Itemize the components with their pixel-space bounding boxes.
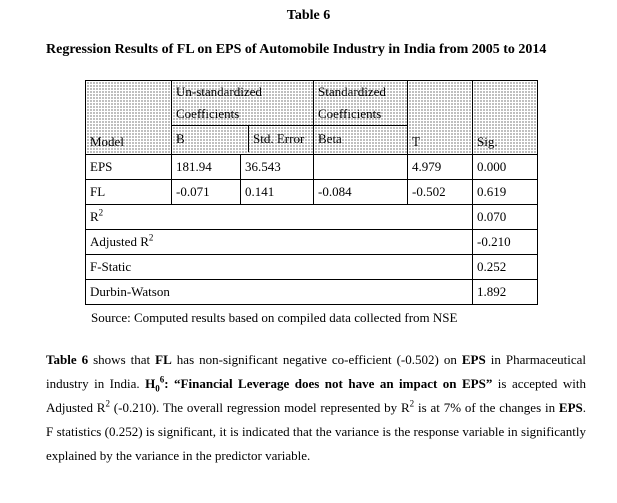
- header-b: B: [172, 126, 249, 152]
- summary-value: -0.210: [473, 230, 538, 255]
- header-unstd-line1: Un-standardized: [176, 84, 262, 99]
- header-t: T: [408, 81, 473, 155]
- table-source-note: Source: Computed results based on compiled data collected from NSE: [91, 310, 458, 325]
- header-standardized: [314, 81, 408, 155]
- cell-t: -0.502: [408, 180, 473, 205]
- cell-sig: 0.000: [473, 155, 538, 180]
- summary-value: 1.892: [473, 280, 538, 305]
- summary-row: [86, 230, 538, 255]
- summary-row: [86, 280, 538, 305]
- regression-table: [85, 80, 538, 305]
- header-std-line1: Standardized: [318, 84, 386, 99]
- cell-sig: 0.619: [473, 180, 538, 205]
- header-unstd-line2: Coefficients: [176, 106, 240, 121]
- header-beta: Beta: [314, 125, 407, 152]
- summary-label: Durbin-Watson: [86, 280, 473, 305]
- table-row: [86, 155, 538, 180]
- cell-beta: -0.084: [314, 180, 408, 205]
- header-row: [86, 81, 538, 155]
- cell-std-error: 36.543: [241, 155, 314, 180]
- summary-value: 0.252: [473, 255, 538, 280]
- table-caption: Regression Results of FL on EPS of Automobile Industry in India from 2005 to 2014: [46, 42, 547, 57]
- cell-beta: [314, 155, 408, 180]
- summary-row: [86, 205, 538, 230]
- cell-std-error: 0.141: [241, 180, 314, 205]
- summary-value: 0.070: [473, 205, 538, 230]
- summary-label: Adjusted $R^2$: [86, 230, 473, 255]
- table-row: [86, 180, 538, 205]
- cell-b: 181.94: [172, 155, 241, 180]
- cell-model: EPS: [86, 155, 172, 180]
- header-unstandardized: [172, 81, 314, 155]
- cell-b: -0.071: [172, 180, 241, 205]
- cell-t: 4.979: [408, 155, 473, 180]
- summary-label: F-Static: [86, 255, 473, 280]
- header-model: Model: [86, 81, 172, 155]
- summary-label: $R^2$: [86, 205, 473, 230]
- cell-model: FL: [86, 180, 172, 205]
- header-std-error: Std. Error: [253, 131, 305, 146]
- table-title: Table 6: [286, 8, 331, 23]
- body-paragraph: Table 6 shows that FL has non-significant negative co-efficient (-0.502) on EPS in Pharmaceutical industry in India. $H_0^6$: “Financial Leverage does not have an impact on EPS” is accepted with Adjusted $R^2$ (-0.210). The overall regression model represented by $R^2$ is at 7% of the changes in EPS. F statistics (0.252) is significant, it is indicated that the variance is the response variable in significantly explained by the variance in the predictor variable.: [46, 352, 587, 463]
- summary-row: [86, 255, 538, 280]
- header-sig: Sig.: [473, 81, 538, 155]
- header-std-line2: Coefficients: [318, 106, 382, 121]
